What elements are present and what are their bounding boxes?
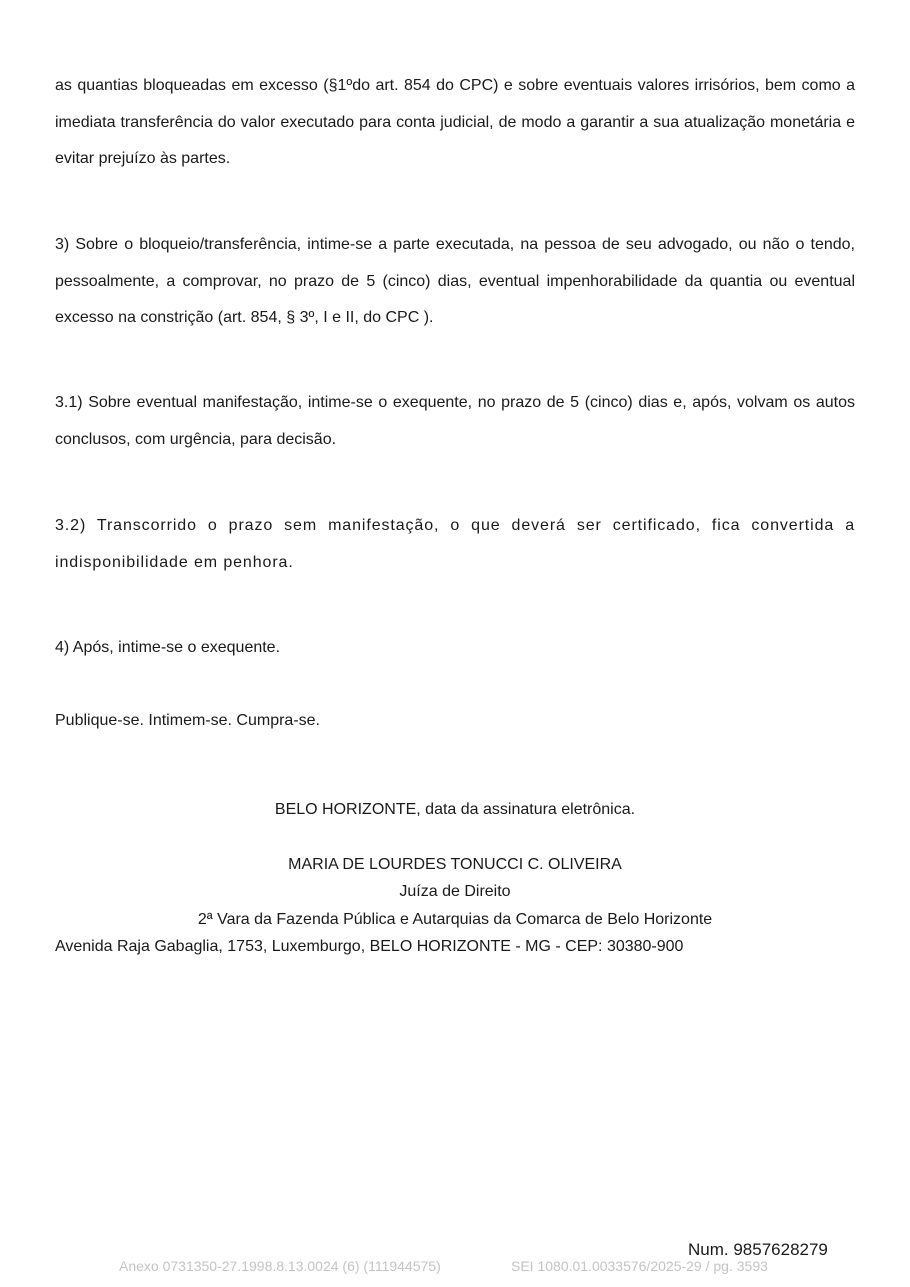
footer-annex: Anexo 0731350-27.1998.8.13.0024 (6) (111944575) xyxy=(119,1258,441,1274)
signature-court: 2ª Vara da Fazenda Pública e Autarquias da Comarca de Belo Horizonte xyxy=(197,911,713,928)
paragraph-item-3: 3) Sobre o bloqueio/transferência, intime-se a parte executada, na pessoa de seu advogado, ou não o tendo, pessoalmente, a comprovar, no prazo de 5 (cinco) dias, eventual impenhorabilidade da quantia ou eventual excesso na constrição (art. 854, § 3º, I e II, do CPC ). xyxy=(55,236,855,326)
paragraph-item-3-1: 3.1) Sobre eventual manifestação, intime-se o exequente, no prazo de 5 (cinco) dias e, após, volvam os autos conclusos, com urgência, para decisão. xyxy=(55,394,855,448)
paragraph-item-3-2: 3.2) Transcorrido o prazo sem manifestação, o que deverá ser certificado, fica convertida a indisponibilidade em penhora. xyxy=(55,517,855,571)
document-number: Num. 9857628279 xyxy=(688,1240,828,1259)
paragraph-item-4: 4) Após, intime-se o exequente. xyxy=(55,639,281,656)
signature-address: Avenida Raja Gabaglia, 1753, Luxemburgo, BELO HORIZONTE - MG - CEP: 30380-900 xyxy=(55,938,684,955)
footer-sei-page: SEI 1080.01.0033576/2025-29 / pg. 3593 xyxy=(511,1258,768,1274)
signature-name: MARIA DE LOURDES TONUCCI C. OLIVEIRA xyxy=(288,856,622,873)
signature-role: Juíza de Direito xyxy=(399,883,511,900)
closing-line: Publique-se. Intimem-se. Cumpra-se. xyxy=(55,712,320,729)
paragraph-1: as quantias bloqueadas em excesso (§1ºdo art. 854 do CPC) e sobre eventuais valores irrisórios, bem como a imediata transferência do valor executado para conta judicial, de modo a garantir a sua atualização monetária e evitar prejuízo às partes. xyxy=(55,77,855,167)
signature-place-date: BELO HORIZONTE, data da assinatura eletrônica. xyxy=(274,801,636,818)
